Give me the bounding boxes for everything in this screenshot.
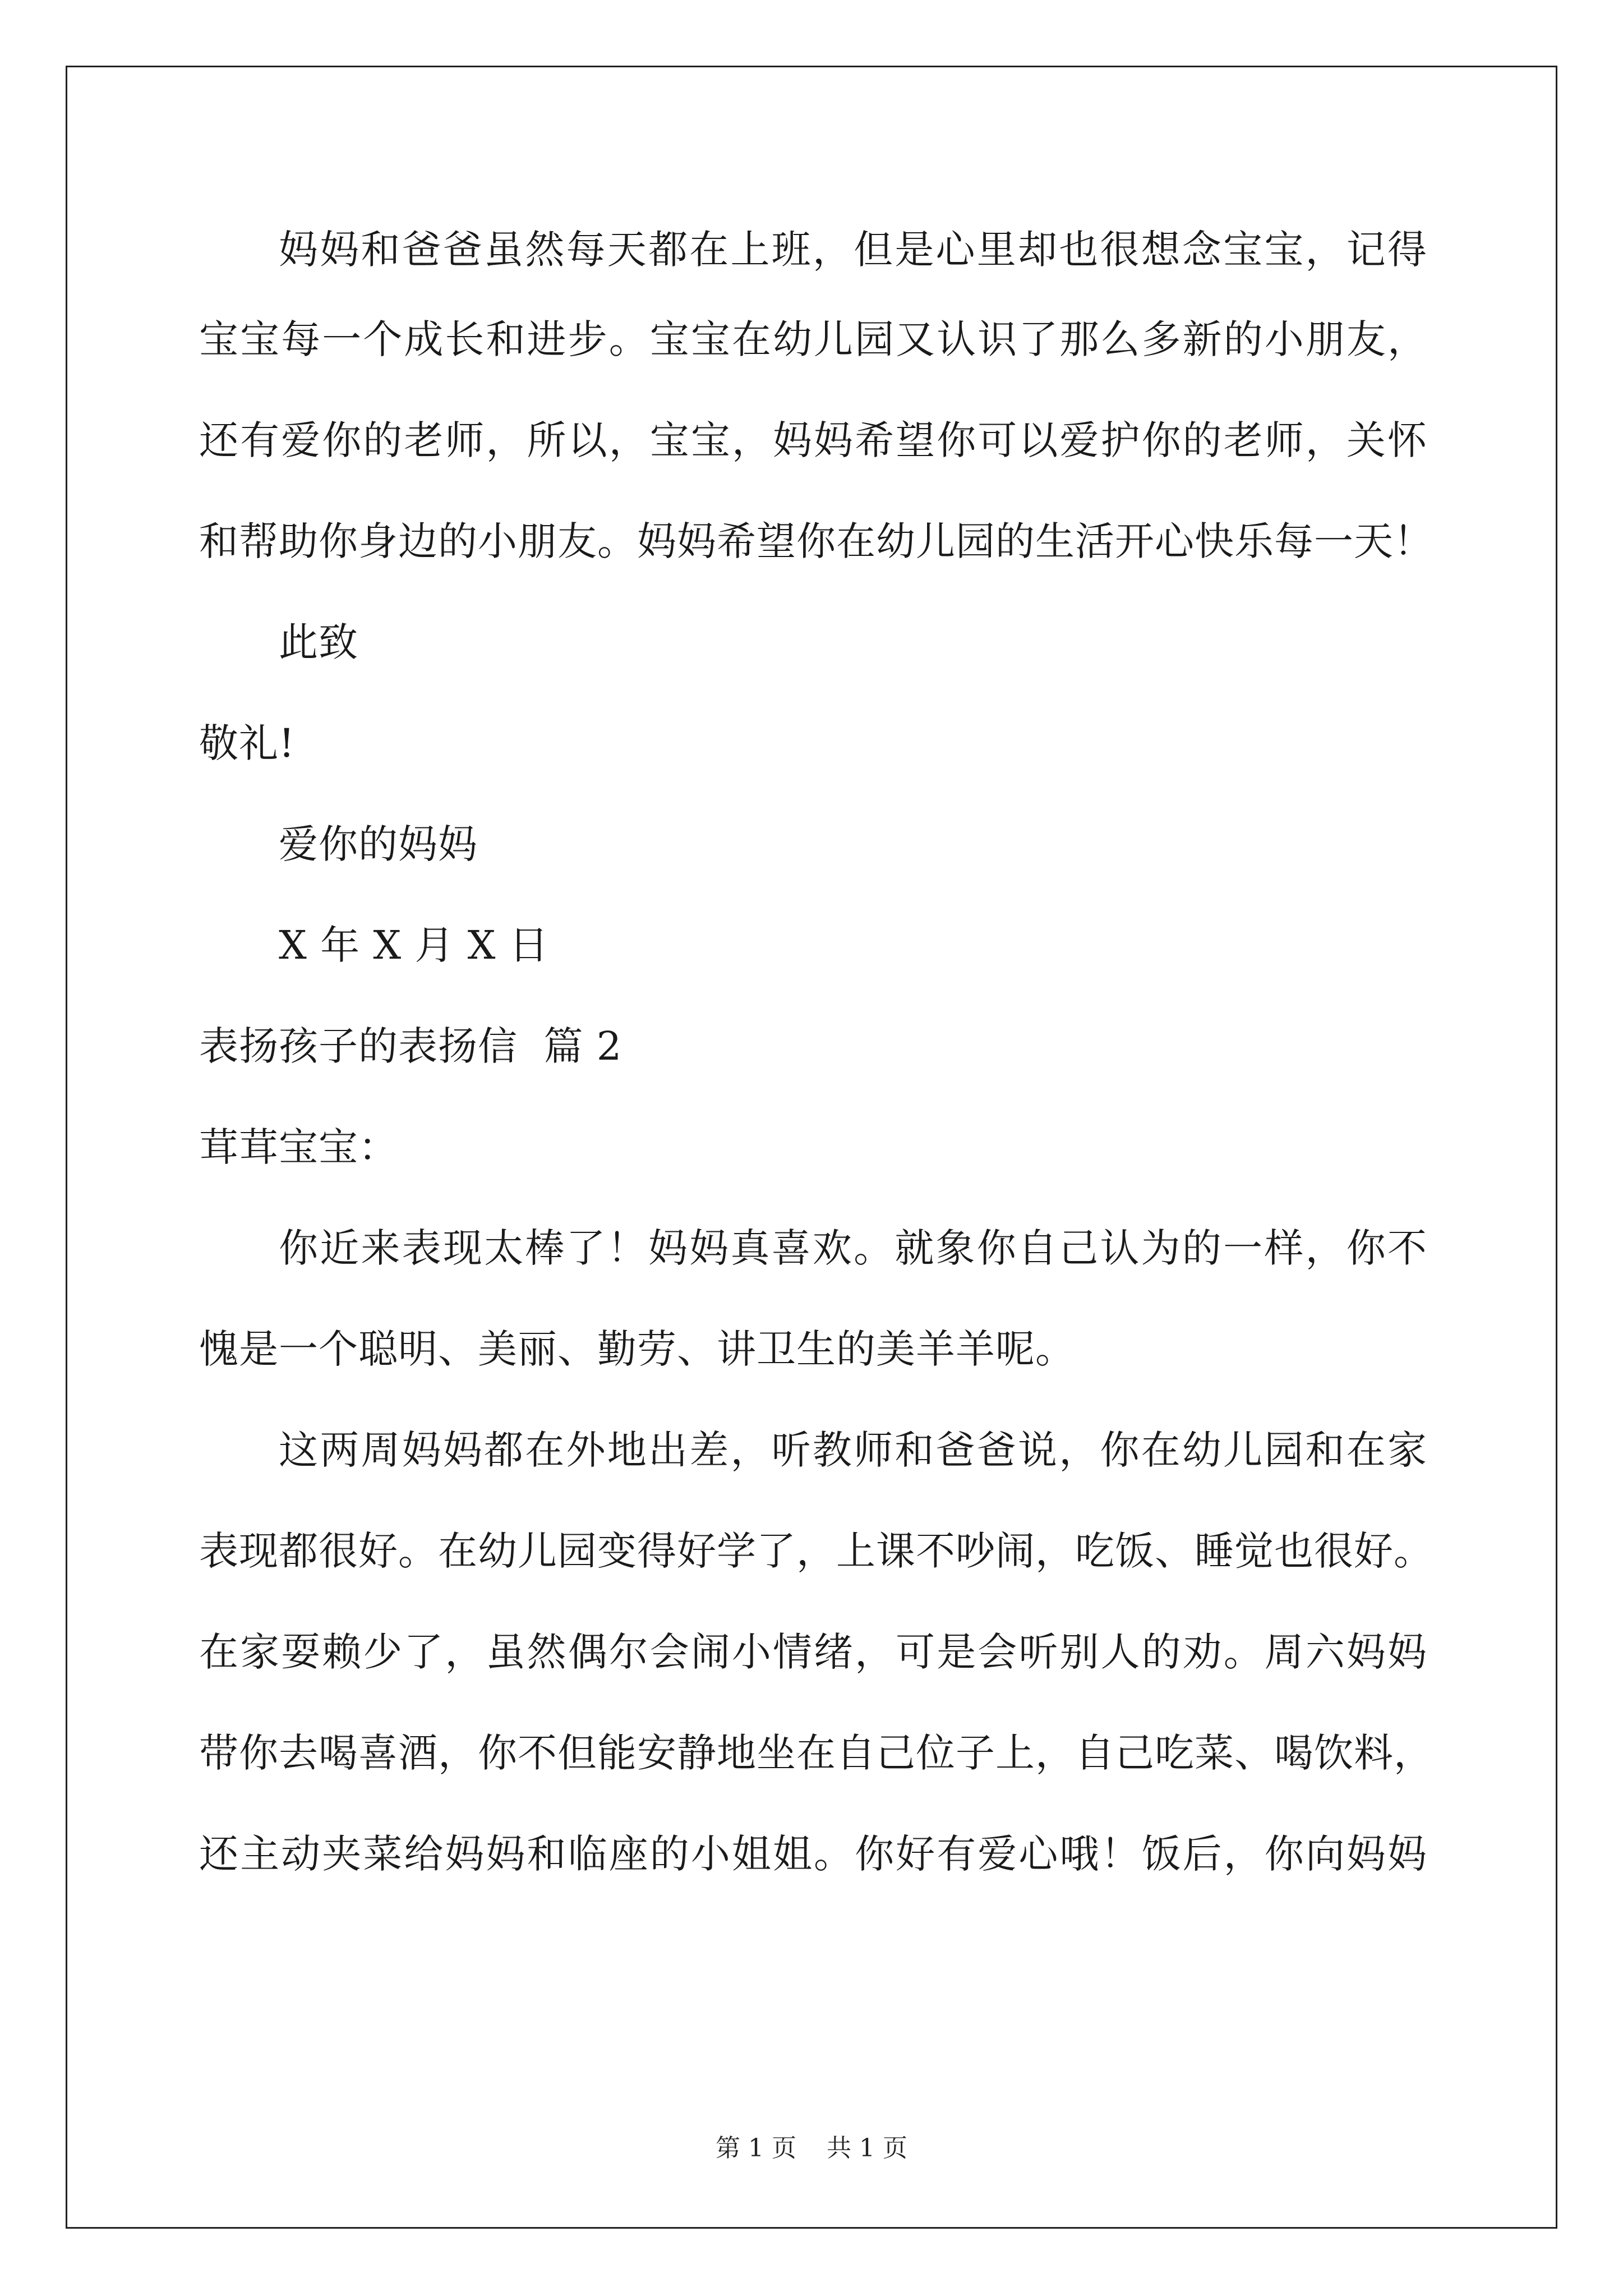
paragraph-line: 还主动夹菜给妈妈和临座的小姐姐。你好有爱心哦！饭后，你向妈妈 [199,1831,1427,1877]
closing-salutation: 此致 [279,619,358,665]
closing-respect: 敬礼! [199,720,296,766]
page-number: 第 1 页 [716,2134,796,2162]
section-heading: 表扬孩子的表扬信 篇 2 [199,1023,623,1069]
paragraph-line: 这两周妈妈都在外地出差，听教师和爸爸说，你在幼儿园和在家 [279,1427,1427,1473]
page-footer [0,2132,1623,2165]
paragraph-line: 表现都很好。在幼儿园变得好学了，上课不吵闹，吃饭、睡觉也很好。 [199,1528,1433,1574]
paragraph-line: 愧是一个聪明、美丽、勤劳、讲卫生的美羊羊呢。 [199,1326,1075,1372]
paragraph-line: 带你去喝喜酒，你不但能安静地坐在自己位子上，自己吃菜、喝饮料， [199,1730,1433,1776]
date-line: X 年 X 月 X 日 [279,922,549,968]
paragraph-line: 在家耍赖少了，虽然偶尔会闹小情绪，可是会听别人的劝。周六妈妈 [199,1629,1427,1675]
paragraph-line: 还有爱你的老师，所以，宝宝，妈妈希望你可以爱护你的老师，关怀 [199,417,1427,463]
paragraph-line: 宝宝每一个成长和进步。宝宝在幼儿园又认识了那么多新的小朋友， [199,316,1427,362]
paragraph-line: 和帮助你身边的小朋友。妈妈希望你在幼儿园的生活开心快乐每一天！ [199,518,1433,564]
greeting: 茸茸宝宝： [199,1124,398,1170]
page-total: 共 1 页 [827,2134,907,2162]
paragraph-line: 妈妈和爸爸虽然每天都在上班，但是心里却也很想念宝宝，记得 [279,227,1427,273]
signature: 爱你的妈妈 [279,821,478,867]
paragraph-line: 你近来表现太棒了！妈妈真喜欢。就象你自己认为的一样，你不 [279,1225,1427,1271]
